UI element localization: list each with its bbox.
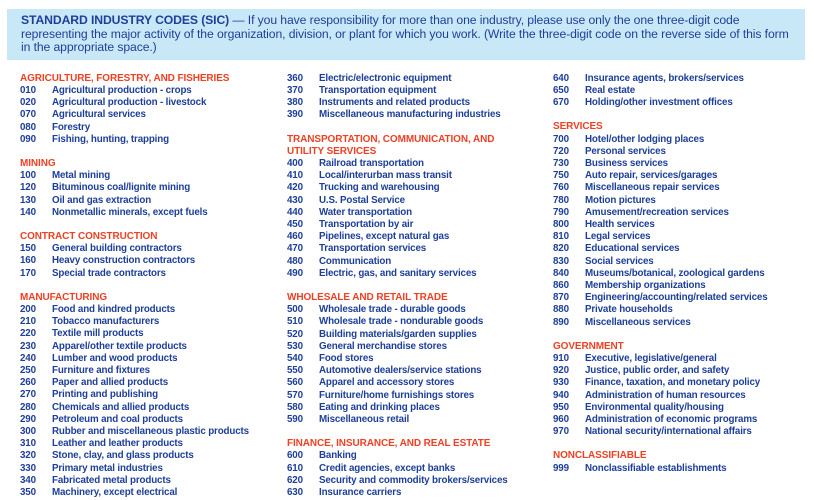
industry-code: 300 — [20, 426, 36, 438]
industry-label: Instruments and related products — [319, 97, 470, 109]
code-row — [553, 182, 808, 194]
industry-code: 510 — [287, 316, 303, 328]
code-row — [20, 365, 287, 377]
industry-code: 420 — [287, 182, 303, 194]
code-row — [20, 85, 287, 97]
section-title: SERVICES — [553, 121, 603, 133]
industry-label: Executive, legislative/general — [585, 353, 717, 365]
column-3 — [553, 73, 808, 475]
industry-label: Administration of human resources — [585, 389, 746, 401]
code-row — [553, 207, 808, 219]
industry-label: Environmental quality/housing — [585, 401, 724, 413]
industry-code: 540 — [287, 353, 303, 365]
section-title: FINANCE, INSURANCE, AND REAL ESTATE — [287, 438, 491, 450]
code-row — [287, 304, 553, 316]
code-row — [20, 316, 287, 328]
industry-code: 250 — [20, 365, 36, 377]
industry-code: 960 — [553, 414, 569, 426]
industry-section — [553, 450, 808, 474]
industry-label: Electric/electronic equipment — [319, 72, 452, 84]
industry-code: 910 — [553, 353, 569, 365]
code-columns — [0, 60, 814, 500]
code-row — [20, 389, 287, 401]
industry-code: 860 — [553, 280, 569, 292]
industry-code: 880 — [553, 304, 569, 316]
industry-code: 270 — [20, 389, 36, 401]
industry-label: Transportation equipment — [319, 84, 437, 96]
industry-label: Pipelines, except natural gas — [319, 231, 450, 243]
industry-label: Water transportation — [319, 206, 412, 218]
industry-section — [20, 158, 287, 219]
code-row — [553, 426, 808, 438]
industry-section — [287, 438, 553, 499]
industry-label: Transportation by air — [319, 219, 414, 231]
industry-code: 400 — [287, 158, 303, 169]
industry-code: 230 — [20, 340, 36, 352]
industry-code: 490 — [287, 267, 303, 279]
code-row — [287, 195, 553, 207]
industry-label: Food and kindred products — [52, 304, 176, 316]
industry-label: Social services — [585, 255, 654, 267]
industry-label: Justice, public order, and safety — [585, 365, 730, 377]
industry-label: Real estate — [585, 84, 636, 96]
industry-label: Textile mill products — [52, 328, 144, 340]
industry-label: National security/international affairs — [585, 426, 752, 438]
industry-code: 380 — [287, 97, 303, 109]
code-row — [287, 450, 553, 462]
industry-code: 830 — [553, 255, 569, 267]
industry-label: Holding/other investment offices — [585, 97, 733, 109]
code-row — [20, 475, 287, 487]
code-row — [20, 414, 287, 426]
industry-code: 280 — [20, 401, 36, 413]
industry-label: Building materials/garden supplies — [319, 328, 477, 340]
code-row — [287, 402, 553, 414]
industry-code: 500 — [287, 304, 303, 316]
code-row — [287, 341, 553, 353]
industry-label: Local/interurban mass transit — [319, 170, 452, 182]
industry-code: 480 — [287, 255, 303, 267]
industry-label: Health services — [585, 219, 655, 231]
industry-code: 330 — [20, 462, 36, 474]
industry-label: Hotel/other lodging places — [585, 133, 705, 145]
industry-code: 920 — [553, 365, 569, 377]
industry-code: 140 — [20, 206, 36, 218]
industry-label: Tobacco manufacturers — [52, 316, 160, 328]
code-row — [553, 353, 808, 365]
code-row — [287, 390, 553, 402]
industry-code: 580 — [287, 401, 303, 413]
code-row — [553, 463, 808, 475]
industry-code: 150 — [20, 243, 36, 255]
industry-label: Eating and drinking places — [319, 401, 440, 413]
industry-code: 520 — [287, 328, 303, 340]
code-row — [20, 353, 287, 365]
industry-code: 470 — [287, 243, 303, 255]
instruction-banner — [7, 9, 805, 60]
industry-code: 590 — [287, 414, 303, 426]
code-row — [20, 122, 287, 134]
industry-code: 890 — [553, 316, 569, 328]
industry-code: 650 — [553, 84, 569, 96]
industry-label: Stone, clay, and glass products — [52, 450, 194, 462]
industry-label: Heavy construction contractors — [52, 255, 196, 267]
industry-code: 700 — [553, 133, 569, 145]
code-row — [553, 365, 808, 377]
industry-code: 170 — [20, 267, 36, 279]
code-row — [20, 207, 287, 219]
industry-label: Printing and publishing — [52, 389, 158, 401]
code-row — [287, 268, 553, 280]
industry-code: 620 — [287, 474, 303, 486]
industry-label: U.S. Postal Service — [319, 194, 405, 206]
industry-label: Auto repair, services/garages — [585, 170, 718, 182]
section-title: TRANSPORTATION, COMMUNICATION, AND UTILITY SERVICES — [287, 133, 495, 157]
industry-code: 070 — [20, 109, 36, 121]
industry-code: 390 — [287, 109, 303, 121]
code-row — [20, 328, 287, 340]
industry-section — [20, 73, 287, 146]
code-row — [553, 292, 808, 304]
section-title: NONCLASSIFIABLE — [553, 450, 647, 462]
code-row — [553, 402, 808, 414]
code-row — [20, 182, 287, 194]
industry-code: 750 — [553, 170, 569, 182]
code-row — [20, 195, 287, 207]
industry-code: 410 — [287, 170, 303, 182]
industry-label: Amusement/recreation services — [585, 206, 729, 218]
industry-code: 260 — [20, 377, 36, 389]
industry-label: Apparel and accessory stores — [319, 377, 455, 389]
industry-label: Paper and allied products — [52, 377, 169, 389]
code-row — [20, 426, 287, 438]
industry-label: Machinery, except electrical — [52, 487, 178, 499]
industry-section — [553, 341, 808, 439]
industry-code: 600 — [287, 450, 303, 462]
code-row — [287, 219, 553, 231]
code-row — [287, 97, 553, 109]
industry-code: 080 — [20, 121, 36, 133]
code-row — [553, 414, 808, 426]
industry-label: Business services — [585, 158, 668, 169]
industry-label: Leather and leather products — [52, 438, 183, 450]
industry-code: 810 — [553, 231, 569, 243]
section-title: GOVERNMENT — [553, 340, 624, 352]
industry-code: 010 — [20, 84, 36, 96]
code-row — [20, 134, 287, 146]
industry-code: 090 — [20, 133, 36, 145]
industry-label: Oil and gas extraction — [52, 194, 152, 206]
industry-label: Furniture/home furnishings stores — [319, 389, 475, 401]
industry-code: 640 — [553, 72, 569, 84]
industry-label: Metal mining — [52, 170, 111, 182]
industry-label: Insurance carriers — [319, 487, 402, 499]
code-row — [287, 487, 553, 499]
industry-label: Food stores — [319, 353, 374, 365]
section-title: WHOLESALE AND RETAIL TRADE — [287, 292, 448, 304]
industry-label: Petroleum and coal products — [52, 413, 183, 425]
industry-code: 130 — [20, 194, 36, 206]
code-row — [287, 243, 553, 255]
industry-label: Private households — [585, 304, 673, 316]
code-row — [287, 365, 553, 377]
industry-label: Furniture and fixtures — [52, 365, 150, 377]
industry-label: Apparel/other textile products — [52, 340, 187, 352]
industry-label: Chemicals and allied products — [52, 401, 190, 413]
code-row — [287, 414, 553, 426]
industry-label: Personal services — [585, 145, 666, 157]
industry-label: Wholesale trade - nondurable goods — [319, 316, 484, 328]
industry-code: 360 — [287, 72, 303, 84]
industry-label: Agricultural production - livestock — [52, 97, 207, 109]
industry-code: 550 — [287, 365, 303, 377]
industry-code: 220 — [20, 328, 36, 340]
industry-code: 780 — [553, 194, 569, 206]
code-row — [20, 97, 287, 109]
industry-code: 430 — [287, 194, 303, 206]
code-row — [287, 316, 553, 328]
code-row — [287, 475, 553, 487]
industry-label: Educational services — [585, 243, 680, 255]
industry-code: 350 — [20, 487, 36, 499]
industry-code: 730 — [553, 158, 569, 169]
industry-section — [20, 292, 287, 499]
section-title: MINING — [20, 158, 56, 169]
industry-code: 670 — [553, 97, 569, 109]
industry-code: 290 — [20, 413, 36, 425]
industry-label: Fishing, hunting, trapping — [52, 133, 169, 145]
code-row — [553, 390, 808, 402]
section-title: MANUFACTURING — [20, 291, 108, 303]
industry-section — [20, 231, 287, 280]
industry-label: General building contractors — [52, 243, 182, 255]
industry-code: 870 — [553, 292, 569, 304]
code-row — [287, 170, 553, 182]
code-row — [20, 243, 287, 255]
industry-section — [287, 73, 553, 122]
code-row — [553, 256, 808, 268]
section-title: AGRICULTURE, FORESTRY, AND FISHERIES — [20, 72, 230, 84]
code-row — [553, 280, 808, 292]
section-title: CONTRACT CONSTRUCTION — [20, 231, 158, 243]
industry-label: Nonclassifiable establishments — [585, 462, 727, 474]
industry-label: Miscellaneous repair services — [585, 182, 720, 194]
industry-code: 970 — [553, 426, 569, 438]
industry-label: Electric, gas, and sanitary services — [319, 267, 477, 279]
industry-code: 720 — [553, 145, 569, 157]
code-row — [553, 377, 808, 389]
code-row — [553, 304, 808, 316]
industry-label: Banking — [319, 450, 357, 462]
code-row — [20, 304, 287, 316]
industry-code: 120 — [20, 182, 36, 194]
industry-label: Forestry — [52, 121, 91, 133]
industry-code: 530 — [287, 340, 303, 352]
industry-label: Bituminous coal/lignite mining — [52, 182, 191, 194]
code-row — [287, 73, 553, 85]
industry-label: Motion pictures — [585, 194, 656, 206]
industry-label: Engineering/accounting/related services — [585, 292, 768, 304]
code-row — [553, 170, 808, 182]
industry-label: Finance, taxation, and monetary policy — [585, 377, 761, 389]
code-row — [287, 231, 553, 243]
industry-section — [287, 292, 553, 426]
industry-label: Miscellaneous manufacturing industries — [319, 109, 501, 121]
industry-label: General merchandise stores — [319, 340, 447, 352]
code-row — [20, 268, 287, 280]
code-row — [287, 207, 553, 219]
industry-code: 370 — [287, 84, 303, 96]
code-row — [287, 377, 553, 389]
industry-code: 210 — [20, 316, 36, 328]
industry-label: Communication — [319, 255, 392, 267]
industry-code: 760 — [553, 182, 569, 194]
code-row — [553, 85, 808, 97]
industry-label: Miscellaneous retail — [319, 414, 410, 426]
industry-code: 310 — [20, 438, 36, 450]
industry-label: Primary metal industries — [52, 462, 163, 474]
industry-code: 460 — [287, 231, 303, 243]
industry-label: Automotive dealers/service stations — [319, 365, 482, 377]
industry-code: 320 — [20, 450, 36, 462]
code-row — [20, 402, 287, 414]
industry-code: 340 — [20, 474, 36, 486]
industry-code: 610 — [287, 462, 303, 474]
industry-label: Nonmetallic minerals, except fuels — [52, 206, 208, 218]
code-row — [20, 438, 287, 450]
industry-code: 800 — [553, 219, 569, 231]
industry-code: 840 — [553, 267, 569, 279]
code-row — [287, 256, 553, 268]
industry-code: 940 — [553, 389, 569, 401]
code-row — [20, 450, 287, 462]
industry-label: Legal services — [585, 231, 651, 243]
industry-code: 999 — [553, 462, 569, 474]
industry-code: 440 — [287, 206, 303, 218]
industry-code: 950 — [553, 401, 569, 413]
code-row — [20, 487, 287, 499]
industry-label: Credit agencies, except banks — [319, 462, 456, 474]
industry-label: Wholesale trade - durable goods — [319, 304, 466, 316]
column-2 — [287, 73, 553, 500]
industry-code: 930 — [553, 377, 569, 389]
code-row — [20, 170, 287, 182]
code-row — [553, 73, 808, 85]
industry-label: Miscellaneous services — [585, 316, 691, 328]
industry-section — [287, 134, 553, 280]
industry-label: Trucking and warehousing — [319, 182, 440, 194]
code-row — [20, 341, 287, 353]
code-row — [287, 109, 553, 121]
industry-label: Lumber and wood products — [52, 352, 178, 364]
industry-label: Administration of economic programs — [585, 414, 758, 426]
industry-code: 200 — [20, 304, 36, 316]
industry-label: Security and commodity brokers/services — [319, 474, 508, 486]
industry-code: 790 — [553, 206, 569, 218]
industry-label: Museums/botanical, zoological gardens — [585, 267, 765, 279]
code-row — [553, 134, 808, 146]
industry-label: Insurance agents, brokers/services — [585, 72, 744, 84]
code-row — [20, 109, 287, 121]
code-row — [553, 243, 808, 255]
industry-label: Membership organizations — [585, 280, 706, 292]
industry-code: 240 — [20, 352, 36, 364]
code-row — [287, 85, 553, 97]
code-row — [287, 182, 553, 194]
code-row — [553, 268, 808, 280]
industry-code: 450 — [287, 219, 303, 231]
industry-label: Agricultural services — [52, 109, 146, 121]
industry-code: 020 — [20, 97, 36, 109]
code-row — [287, 463, 553, 475]
sic-codes-page — [0, 9, 814, 500]
code-row — [20, 463, 287, 475]
industry-label: Agricultural production - crops — [52, 84, 192, 96]
industry-label: Special trade contractors — [52, 267, 166, 279]
code-row — [553, 231, 808, 243]
code-row — [287, 329, 553, 341]
code-row — [553, 219, 808, 231]
code-row — [20, 377, 287, 389]
industry-label: Rubber and miscellaneous plastic products — [52, 426, 249, 438]
code-row — [287, 353, 553, 365]
industry-code: 160 — [20, 255, 36, 267]
industry-code: 570 — [287, 389, 303, 401]
code-row — [553, 317, 808, 329]
industry-code: 100 — [20, 170, 36, 182]
code-row — [553, 195, 808, 207]
code-row — [287, 158, 553, 170]
industry-code: 630 — [287, 487, 303, 499]
industry-label: Fabricated metal products — [52, 474, 171, 486]
industry-code: 560 — [287, 377, 303, 389]
code-row — [553, 97, 808, 109]
industry-section — [553, 121, 808, 328]
industry-section — [553, 73, 808, 110]
code-row — [553, 158, 808, 170]
code-row — [553, 146, 808, 158]
code-row — [20, 255, 287, 267]
industry-label: Railroad transportation — [319, 158, 424, 169]
banner-instructions: — If you have responsibility for more than one industry, please use only the one three-digit code representing the major activity of the organization, division, or plant for which you work. (Write the three-digit code on the reverse side of this form in the appropriate space.) — [21, 13, 789, 55]
industry-code: 820 — [553, 243, 569, 255]
column-1 — [20, 73, 287, 500]
industry-label: Transportation services — [319, 243, 427, 255]
banner-title: STANDARD INDUSTRY CODES (SIC) — [21, 13, 230, 27]
